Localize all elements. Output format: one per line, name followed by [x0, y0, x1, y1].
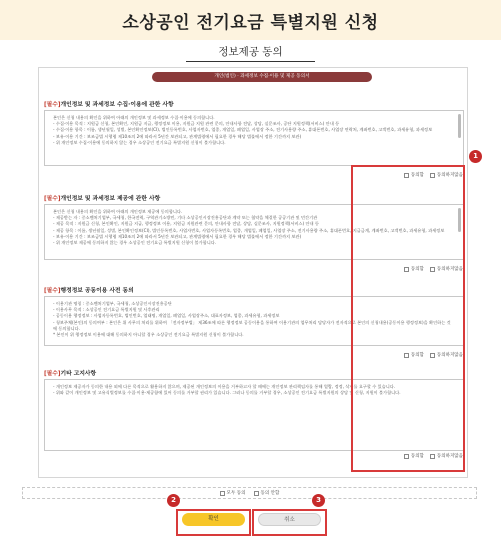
disagree-option[interactable]: 동의하지않음 — [430, 352, 463, 358]
app-title: 소상공인 전기요금 특별지원 신청 — [122, 13, 379, 33]
agree-option[interactable]: 동의함 — [404, 352, 424, 358]
annotation-badge-3: 3 — [312, 494, 325, 507]
all-consent-bar — [22, 487, 477, 499]
required-tag: [필수] — [44, 196, 61, 202]
terms-text: 본인은 신청 내용의 확인을 위하여 아래의 개인정보 및 과세정보 수집·이용에 동의합니다. - 수집·이용 목적 : 지원금 신청, 본인확인, 지원금 지급, 행정정보 이용, 지원금 지원 관련 문의, 안내사항 전달, 상담, 실문조사, 공단 지원정책(서비스) 안내 등 - 수집·이용 항목 : 이름, 생년월일, 성별, 본인확인정보(CI), 법인등록번호, 사업자번호, 업종, 개업일, 폐업일, 사업장 주소, 전기사용량 주소, 휴대폰번호, 사업장 연락처, 계좌번호, 고객번호, 과세유형, 과세정보 - 보유·이용 기간 : 보조금법 시행령 제10조의 2에 따라서 5년간 보관되고, 관계법령에서 필요한 경우 해당 법률에서 정한 기간까지 보관) - 위 개인정보 수집·이용에 동의하지 않는 경우 소상공인 전기요금 특별지원 신청이 불가합니다. — [53, 115, 433, 145]
terms-text: - 이용기관 명칭 : 중소벤처기업부, 국세청, 소상공인시장진흥공단 - 이용사무 목적 : 소상공인 전기요금 특별지원 및 사후관리 - 공동이용 행정정보 : 사업자등록번호, 법인번호, 업태명, 개업일, 폐업일, 사업장주소, 대표자정보, 업종, 과세유형, 과세정보 - 청보주체(본인)의 동의여부 : 본인은 위 사무의 처리를 위하여 「전자정부법」 제36조에 따른 행정정보 공동이용을 통하여 이용기관의 업무처리 담당자가 전자적으로 본인의 신청내용(공동이용 행정정보)을 확인하는 것에 동의합니다. * 본인이 위 행정정보 이용에 대해 동의하지 아니할 경우 소상공인 전기요금 특별지원 신청이 불가합니다. — [53, 301, 451, 338]
annotation-box-consent — [351, 165, 465, 472]
title-underline — [186, 61, 315, 62]
consent-section-header: 개인(법인) · 과세정보 수집·이용 및 제공 동의서 — [152, 72, 372, 82]
annotation-badge-2: 2 — [167, 494, 180, 507]
all-agree-option[interactable]: 모두 동의 — [220, 490, 246, 496]
section-title: [필수]행정정보 공동이용 사전 동의 — [44, 288, 134, 294]
required-tag: [필수] — [44, 371, 61, 377]
all-disagree-checkbox[interactable] — [254, 491, 259, 496]
agree-option[interactable]: 동의함 — [404, 172, 424, 178]
agree-option[interactable]: 동의함 — [404, 453, 424, 459]
required-tag: [필수] — [44, 288, 61, 294]
confirm-button[interactable]: 확인 — [182, 513, 245, 526]
terms-text: - 개인정보 제공자가 동의한 내용 외에 다른 목적으로 활용하지 않으며, 제공된 개인정보의 이용을 거부하고자 할 때에는 개인정보 관리책임자를 통해 열람, 정정, 삭제를 요구할 수 있습니다. - 위와 같이 개인정보 및 고유식별정보를 수집·이용·제공함에 있어 동의를 거부할 권리가 있습니다. 그러나 동의를 거부할 경우, 소상공인 전기요금 특별지원의 상담 및 신청, 지원이 불가합니다. — [53, 384, 401, 396]
cancel-button[interactable]: 취소 — [258, 513, 321, 526]
section-collection-use — [44, 99, 464, 166]
all-agree-checkbox[interactable] — [220, 491, 225, 496]
terms-box[interactable] — [44, 110, 464, 166]
section-title: [필수]개인정보 및 과세정보 수집·이용에 관한 사항 — [44, 102, 174, 108]
section-title: [필수]개인정보 및 과세정보 제공에 관한 사항 — [44, 196, 161, 202]
page-header — [0, 0, 501, 40]
page-title: 정보제공 동의 — [218, 46, 283, 58]
required-tag: [필수] — [44, 102, 61, 108]
section-title: [필수]기타 고지사항 — [44, 371, 97, 377]
scrollbar[interactable] — [458, 114, 461, 138]
annotation-box-cancel — [252, 509, 327, 536]
annotation-badge-1: 1 — [469, 150, 482, 163]
terms-text: 본인은 신청 내용의 확인을 위하여 아래의 개인정보 제공에 동의합니다. - 제공받는 자 : 중소벤처기업부, 국세청, 한국전력, 구역관기소방민, 기타 소상공인시장진흥공단과 계약 또는 협약을 체결한 공공기관 및 민간기관 - 제공 목적 : 지원금 신청, 본인확인, 지원금 지급, 행정정보 이용, 지원금 지원관련 문의, 안내사항 전달, 상담, 실문조사, 지원정책(서비스) 안내 등 - 제공 항목 : 이름, 생년월일, 성별, 본인확인정보(CI), 법인등록번호, 사업자번호, 사업자등록번호, 업종, 개업일, 폐업일, 사업장 주소, 전기사용량 주소, 휴대폰번호, 지급금계, 계좌번호, 고객번호, 과세유형, 과세정보 - 보유·이용 기간 : 보조금법 시행령 제10조의 2에 따라서 5년간 보관되고, 관계법령에서 필요한 경우 해당 법률에서 정한 기간까지 보관) - 위 개인정보 제공에 동의하지 않는 경우 소상공인 전기요금 특별지원 신청이 불가합니다. — [53, 209, 445, 246]
agree-option[interactable]: 동의함 — [404, 266, 424, 272]
disagree-option[interactable]: 동의하지않음 — [430, 172, 463, 178]
disagree-option[interactable]: 동의하지않음 — [430, 453, 463, 459]
all-disagree-option[interactable]: 동의 안함 — [254, 490, 280, 496]
annotation-box-confirm — [176, 509, 251, 536]
disagree-option[interactable]: 동의하지않음 — [430, 266, 463, 272]
